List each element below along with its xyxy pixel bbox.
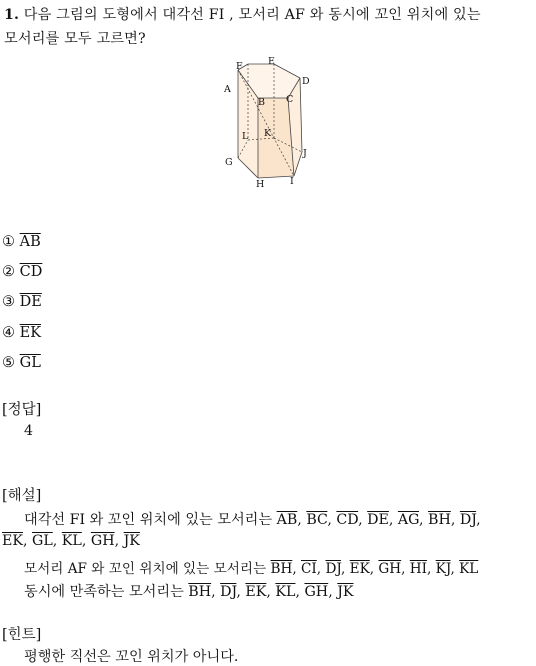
edge-label: $\overline{BH}$ bbox=[270, 561, 293, 577]
edge-label: $\overline{GH}$ bbox=[378, 561, 402, 577]
choice-edge: $\overline{CD}$ bbox=[19, 264, 43, 280]
edge-label: $\overline{EK}$ bbox=[245, 584, 267, 600]
choice-edge: $\overline{DE}$ bbox=[19, 294, 42, 310]
answer-value: 4 bbox=[24, 423, 34, 439]
edge-label: $\overline{KL}$ bbox=[459, 561, 479, 577]
hint-text: 평행한 직선은 꼬인 위치가 아니다. bbox=[24, 649, 239, 665]
choice-5[interactable] bbox=[2, 355, 41, 371]
answer-heading: [정답] bbox=[2, 402, 42, 418]
choice-4[interactable] bbox=[2, 325, 41, 341]
edge-label: $\overline{GH}$ bbox=[304, 584, 329, 600]
edge-label: $\overline{KJ}$ bbox=[435, 561, 451, 577]
edge-label: $\overline{KL}$ bbox=[61, 533, 82, 549]
choice-1[interactable] bbox=[2, 234, 41, 250]
question-text-2: 모서리를 모두 고르면? bbox=[4, 31, 146, 47]
edge-label: $\overline{AB}$ bbox=[276, 512, 298, 528]
edge-label: $\overline{EK}$ bbox=[2, 533, 23, 549]
hint-heading: [힌트] bbox=[2, 627, 42, 643]
edge-label: $\overline{DJ}$ bbox=[325, 561, 341, 577]
explanation-line-3: 모서리 AF 와 꼬인 위치에 있는 모서리는 $\overline{BH}$, $\overline{CI}$, $\overline{DJ}$, $\overline{EK}$, $\overline{GH}$, $\overline{HI}$, $\overline{KJ}$, $\overline{KL}$ bbox=[24, 561, 479, 577]
explanation-text: 모서리 AF 와 꼬인 위치에 있는 모서리는 bbox=[24, 561, 267, 577]
explanation-line-4: 동시에 만족하는 모서리는 $\overline{BH}$, $\overline{DJ}$, $\overline{EK}$, $\overline{KL}$, $\overline{GH}$, $\overline{JK}$ bbox=[24, 584, 354, 600]
vertex-label: E bbox=[268, 56, 275, 67]
choice-2[interactable] bbox=[2, 264, 42, 280]
choice-mark: ⑤ bbox=[2, 355, 15, 371]
vertex-label: D bbox=[302, 76, 310, 87]
vertex-label: H bbox=[256, 179, 265, 190]
question-line-1 bbox=[4, 4, 481, 24]
question-number: 1. bbox=[4, 7, 20, 23]
edge-label: $\overline{DJ}$ bbox=[459, 512, 477, 528]
edge-label: $\overline{BH}$ bbox=[188, 584, 212, 600]
vertex-label: A bbox=[224, 84, 231, 95]
edge-label: $\overline{AG}$ bbox=[397, 512, 419, 528]
explanation-text: 동시에 만족하는 모서리는 bbox=[24, 584, 184, 600]
question-text-1: 다음 그림의 도형에서 대각선 FI , 모서리 AF 와 동시에 꼬인 위치에 있는 bbox=[23, 7, 481, 23]
edge-label: $\overline{GL}$ bbox=[32, 533, 53, 549]
vertex-label: G bbox=[225, 157, 233, 168]
explanation-line-1: 대각선 FI 와 꼬인 위치에 있는 모서리는 $\overline{AB}$, $\overline{BC}$, $\overline{CD}$, $\overline{DE}$, $\overline{AG}$, $\overline{BH}$, $\overline{DJ}$, bbox=[24, 512, 481, 528]
edge-label: $\overline{EK}$ bbox=[349, 561, 370, 577]
edge-label: $\overline{KL}$ bbox=[275, 584, 296, 600]
vertex-label: F bbox=[236, 61, 243, 72]
choice-edge: $\overline{AB}$ bbox=[19, 234, 41, 250]
vertex-label: I bbox=[290, 176, 294, 187]
edge-label: $\overline{HI}$ bbox=[409, 561, 428, 577]
choice-mark: ③ bbox=[2, 294, 15, 310]
edge-label: $\overline{DJ}$ bbox=[220, 584, 237, 600]
explanation-line-2: $\overline{EK}$, $\overline{GL}$, $\overline{KL}$, $\overline{GH}$, $\overline{JK}$ bbox=[2, 533, 140, 549]
vertex-label: B bbox=[258, 97, 265, 108]
edge-label: $\overline{CI}$ bbox=[301, 561, 317, 577]
choice-mark: ② bbox=[2, 264, 15, 280]
hexagonal-prism-figure bbox=[218, 54, 318, 194]
question-line-2 bbox=[4, 28, 146, 48]
edge-label: $\overline{BH}$ bbox=[428, 512, 451, 528]
choice-3[interactable] bbox=[2, 294, 42, 310]
vertex-label: C bbox=[286, 94, 294, 105]
choice-edge: $\overline{GL}$ bbox=[19, 355, 41, 371]
edge-label: $\overline{JK}$ bbox=[337, 584, 354, 600]
vertex-label: L bbox=[242, 131, 249, 142]
edge-label: $\overline{CD}$ bbox=[336, 512, 359, 528]
vertex-label: K bbox=[264, 128, 272, 139]
choice-edge: $\overline{EK}$ bbox=[19, 325, 42, 341]
edge-label: $\overline{DE}$ bbox=[367, 512, 389, 528]
edge-label: $\overline{GH}$ bbox=[90, 533, 115, 549]
explanation-heading: [해설] bbox=[2, 488, 42, 504]
vertex-label: J bbox=[303, 148, 307, 159]
edge-label: $\overline{BC}$ bbox=[306, 512, 328, 528]
choice-mark: ① bbox=[2, 234, 15, 250]
choice-mark: ④ bbox=[2, 325, 15, 341]
explanation-text: 대각선 FI 와 꼬인 위치에 있는 모서리는 bbox=[24, 512, 273, 528]
edge-label: $\overline{JK}$ bbox=[123, 533, 140, 549]
